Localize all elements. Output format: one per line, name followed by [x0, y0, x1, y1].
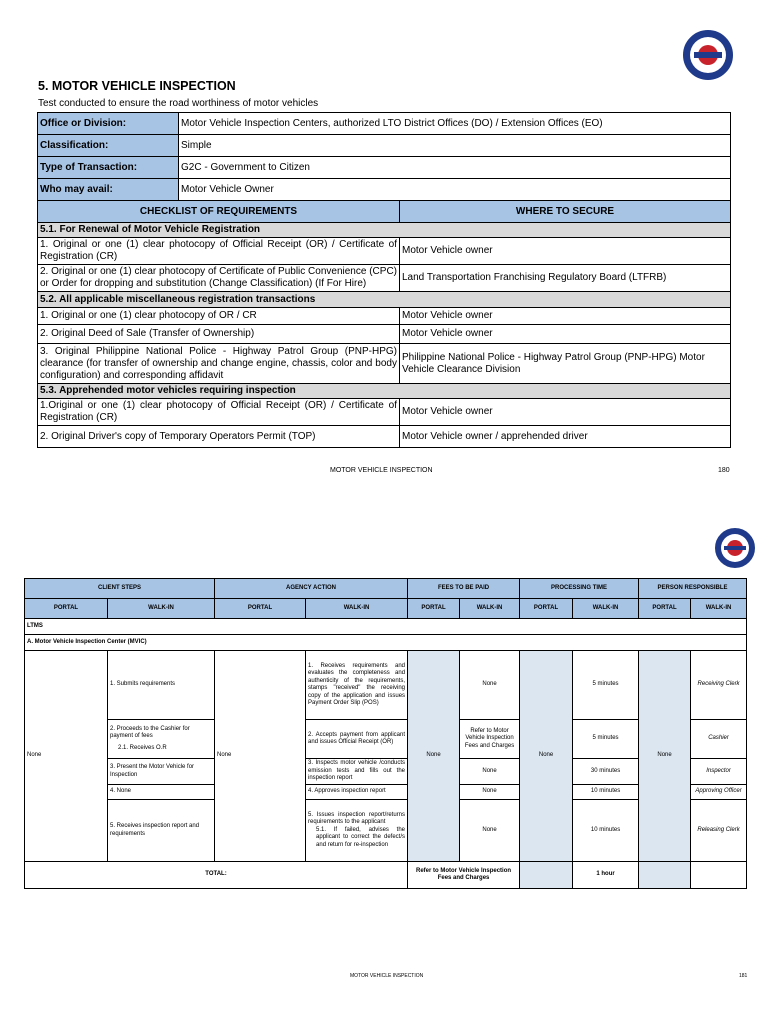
agency-substep: 5.1. If failed, advises the applicant to correct the defect/s and return for re-inspection — [316, 826, 406, 848]
lto-seal-logo — [683, 30, 733, 80]
time-portal-cell: None — [520, 651, 573, 862]
processing-time-header: PROCESSING TIME — [520, 579, 639, 599]
page-footer-title: MOTOR VEHICLE INSPECTION — [330, 467, 433, 474]
person-walkin: Inspector — [691, 759, 747, 785]
walkin-header: WALK-IN — [573, 599, 639, 619]
fee-portal-cell: None — [408, 651, 460, 862]
section-title: 5.3. Apprehended motor vehicles requiring inspection — [38, 384, 731, 399]
walkin-header: WALK-IN — [460, 599, 520, 619]
person-walkin: Approving Officer — [691, 785, 747, 800]
info-value: Motor Vehicle Inspection Centers, authorized LTO District Offices (DO) / Extension Offices (EO) — [179, 113, 731, 135]
requirement-row — [38, 344, 731, 384]
portal-header: PORTAL — [25, 599, 108, 619]
portal-header: PORTAL — [408, 599, 460, 619]
section-row — [38, 384, 731, 399]
time-walkin: 30 minutes — [573, 759, 639, 785]
fee-walkin: None — [460, 759, 520, 785]
client-steps-header: CLIENT STEPS — [25, 579, 215, 599]
fee-walkin: None — [460, 800, 520, 862]
portal-header: PORTAL — [639, 599, 691, 619]
where-header: WHERE TO SECURE — [400, 201, 731, 223]
checklist-header: CHECKLIST OF REQUIREMENTS — [38, 201, 400, 223]
where-text: Motor Vehicle owner — [400, 325, 731, 344]
info-row — [38, 179, 731, 201]
total-label: TOTAL: — [25, 862, 408, 889]
person-portal-cell: None — [639, 651, 691, 862]
page-number: 180 — [718, 467, 730, 474]
agency-action: 4. Approves inspection report — [306, 785, 408, 800]
where-text: Motor Vehicle owner — [400, 399, 731, 426]
requirement-text: 2. Original or one (1) clear photocopy of Certificate of Public Convenience (CPC) or Order for dropping and substitution (Change Classification) (If For Hire) — [38, 265, 400, 292]
agency-portal-cell: None — [215, 651, 306, 862]
where-text: Land Transportation Franchising Regulatory Board (LTFRB) — [400, 265, 731, 292]
portal-header: PORTAL — [520, 599, 573, 619]
requirement-row — [38, 399, 731, 426]
person-walkin: Cashier — [691, 720, 747, 759]
client-step: 5. Receives inspection report and requirements — [108, 800, 215, 862]
procedure-table — [24, 578, 747, 889]
walkin-header: WALK-IN — [691, 599, 747, 619]
fee-walkin: Refer to Motor Vehicle Inspection Fees and Charges — [460, 720, 520, 759]
ltms-label: LTMS — [25, 619, 747, 635]
ltms-row — [25, 619, 747, 635]
time-walkin: 10 minutes — [573, 785, 639, 800]
section-title: 5.2. All applicable miscellaneous registration transactions — [38, 292, 731, 308]
time-walkin: 10 minutes — [573, 800, 639, 862]
person-responsible-header: PERSON RESPONSIBLE — [639, 579, 747, 599]
requirement-text: 1. Original or one (1) clear photocopy of OR / CR — [38, 308, 400, 325]
requirement-text: 1. Original or one (1) clear photocopy of Official Receipt (OR) / Certificate of Registration (CR) — [38, 238, 400, 265]
info-row — [38, 135, 731, 157]
info-label: Type of Transaction: — [38, 157, 179, 179]
header-row — [25, 579, 747, 599]
requirement-text: 2. Original Deed of Sale (Transfer of Ownership) — [38, 325, 400, 344]
step-row — [25, 651, 747, 720]
info-label: Office or Division: — [38, 113, 179, 135]
agency-action: 5. Issues inspection report/returns requirements to the applicant — [308, 811, 406, 826]
total-time-portal — [520, 862, 573, 889]
agency-action-header: AGENCY ACTION — [215, 579, 408, 599]
client-step: 1. Submits requirements — [108, 651, 215, 720]
client-step: 3. Present the Motor Vehicle for Inspection — [108, 759, 215, 785]
info-label: Classification: — [38, 135, 179, 157]
section-title: 5.1. For Renewal of Motor Vehicle Registration — [38, 223, 731, 238]
fee-walkin: None — [460, 785, 520, 800]
checklist-header-row — [38, 201, 731, 223]
step-row — [25, 759, 747, 785]
where-text: Motor Vehicle owner — [400, 238, 731, 265]
section-title: A. Motor Vehicle Inspection Center (MVIC) — [25, 635, 747, 651]
page-footer-title: MOTOR VEHICLE INSPECTION — [350, 973, 424, 979]
total-person-walkin — [691, 862, 747, 889]
where-text: Motor Vehicle owner — [400, 308, 731, 325]
info-label: Who may avail: — [38, 179, 179, 201]
total-row — [25, 862, 747, 889]
section-row — [38, 292, 731, 308]
step-row — [25, 720, 747, 759]
requirement-text: 3. Original Philippine National Police - Highway Patrol Group (PNP-HPG) clearance (for transfer of ownership and change engine, chassis, color and body configuration) and corresponding affidavit — [38, 344, 400, 384]
subheader-row — [25, 599, 747, 619]
walkin-header: WALK-IN — [108, 599, 215, 619]
where-text: Philippine National Police - Highway Patrol Group (PNP-HPG) Motor Vehicle Clearance Division — [400, 344, 731, 384]
step-row — [25, 785, 747, 800]
page-number: 181 — [739, 973, 748, 979]
time-walkin: 5 minutes — [573, 720, 639, 759]
walkin-header: WALK-IN — [306, 599, 408, 619]
total-time: 1 hour — [573, 862, 639, 889]
agency-action: 2. Accepts payment from applicant and issues Official Receipt (OR) — [306, 720, 408, 759]
section-row — [38, 223, 731, 238]
total-fee: Refer to Motor Vehicle Inspection Fees and Charges — [408, 862, 520, 889]
requirement-row — [38, 426, 731, 448]
client-step-cell — [108, 720, 215, 759]
portal-header: PORTAL — [215, 599, 306, 619]
person-walkin: Releasing Clerk — [691, 800, 747, 862]
agency-action: 3. Inspects motor vehicle /conducts emission tests and fills out the inspection report — [306, 759, 408, 785]
agency-action-cell — [306, 800, 408, 862]
info-row — [38, 157, 731, 179]
person-walkin: Receiving Clerk — [691, 651, 747, 720]
info-value: Simple — [179, 135, 731, 157]
requirement-text: 2. Original Driver's copy of Temporary Operators Permit (TOP) — [38, 426, 400, 448]
fees-header: FEES TO BE PAID — [408, 579, 520, 599]
section-row — [25, 635, 747, 651]
fee-walkin: None — [460, 651, 520, 720]
requirement-row — [38, 265, 731, 292]
info-value: Motor Vehicle Owner — [179, 179, 731, 201]
page-subtitle: Test conducted to ensure the road worthiness of motor vehicles — [38, 98, 319, 109]
client-step: 4. None — [108, 785, 215, 800]
step-row — [25, 800, 747, 862]
info-value: G2C - Government to Citizen — [179, 157, 731, 179]
client-portal-cell: None — [25, 651, 108, 862]
info-row — [38, 113, 731, 135]
requirement-row — [38, 238, 731, 265]
time-walkin: 5 minutes — [573, 651, 639, 720]
agency-action: 1. Receives requirements and evaluates the completeness and authenticity of the requirements, stamps "received" the receiving copy of the application and issues Payment Order Slip (POS) — [306, 651, 408, 720]
where-text: Motor Vehicle owner / apprehended driver — [400, 426, 731, 448]
page-title: 5. MOTOR VEHICLE INSPECTION — [38, 79, 236, 93]
client-substep: 2.1. Receives O.R — [118, 744, 167, 751]
total-person-portal — [639, 862, 691, 889]
client-step: 2. Proceeds to the Cashier for payment of fees — [110, 725, 190, 740]
lto-seal-logo — [715, 528, 755, 568]
requirement-row — [38, 325, 731, 344]
requirements-table — [37, 112, 731, 448]
requirement-text: 1.Original or one (1) clear photocopy of Official Receipt (OR) / Certificate of Registration (CR) — [38, 399, 400, 426]
requirement-row — [38, 308, 731, 325]
